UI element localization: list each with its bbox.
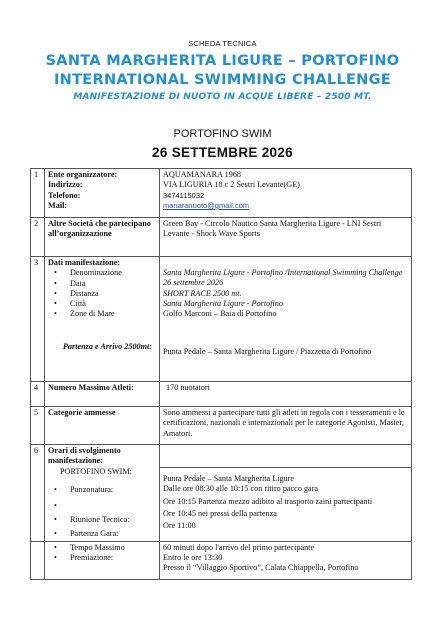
organizer-values — [160, 169, 412, 218]
schedule-sublabel: PORTOFINO SWIM: — [60, 466, 132, 476]
schedule-labels — [45, 445, 160, 542]
event-data-labels — [45, 257, 160, 382]
table-row-event-data — [31, 257, 412, 382]
time-awards-labels — [45, 541, 160, 579]
table-row-max-athletes — [31, 382, 412, 407]
value-start: Punta Pedale – Santa Margherita Ligure / Piazzetta di Portofino — [163, 347, 372, 357]
item-data: • Data — [48, 279, 156, 289]
event-date: 26 SETTEMBRE 2026 — [152, 145, 293, 160]
item-zone: • Zone di Mare — [48, 309, 156, 319]
label-address: Indirizzo: — [48, 180, 83, 190]
table-row-partners — [31, 218, 412, 257]
item-blank — [48, 501, 156, 511]
event-data-values — [160, 257, 412, 382]
item-premiazione: • Premiazione: — [48, 553, 156, 563]
item-riunione: • Riunione Tecnica: — [48, 515, 156, 525]
item-distanza: • Distanza — [48, 289, 156, 299]
time-awards-values — [160, 541, 412, 579]
title-line-2: INTERNATIONAL SWIMMING CHALLENGE — [53, 72, 392, 88]
item-punzonatura: • Punzonatura: — [48, 485, 156, 495]
value-citta: Santa Margherita Ligure - Portofino — [163, 298, 283, 308]
event-name: PORTOFINO SWIM — [173, 128, 272, 140]
item-denominazione: • Denominazione — [48, 268, 156, 278]
spacer — [163, 258, 408, 268]
organizer-name: AQUAMANARA 1968 — [163, 170, 242, 179]
title-line-3: MANIFESTAZIONE DI NUOTO IN ACQUE LIBERE – 2500 MT. — [73, 92, 372, 102]
value-tempo-massimo: 60 minuti dopo l'arrivo del primo partecipante — [163, 542, 315, 552]
value-punzonatura-place: Punta Pedale – Santa Margherita Ligure — [163, 474, 295, 483]
value-partenza: Ore 11:00 — [163, 521, 196, 531]
organizer-address: VIA LIGURIA 18 c 2 Sestri Levante(GE) — [163, 180, 300, 190]
value-zone: Golfo Marconi – Baia di Portofino — [163, 309, 277, 319]
value-data: 26 settembre 2026 — [163, 278, 224, 288]
value-riunione: Ore 10:45 nei pressi della partenza — [163, 508, 277, 518]
row-number — [31, 541, 45, 579]
schedule-heading: Orari di svolgimento manifestazione: — [48, 446, 121, 466]
info-table — [30, 168, 412, 580]
value-denominazione: Santa Margherita Ligure - Portofino /International Swimming Challenge — [163, 268, 403, 277]
label-mail: Mail: — [48, 200, 68, 210]
start-label: Partenza e Arrivo 2500mt: — [62, 341, 152, 351]
organizer-mail-link[interactable]: manaranuoto@gmail.com — [163, 200, 249, 210]
doc-type: SCHEDA TECNICA — [188, 39, 257, 48]
table-row-organizer — [31, 169, 412, 218]
event-data-heading: Dati manifestazione: — [48, 258, 121, 267]
value-distanza: SHORT RACE 2500 mt. — [163, 288, 242, 298]
partners-label: Altre Società che partecipano all’organizzazione — [45, 218, 160, 257]
organizer-labels — [45, 169, 160, 218]
value-punzonatura-time: Dalle ore 08:30 alle 10:15 con ritiro pacco gara — [163, 484, 319, 494]
row-number: 3 — [31, 257, 45, 382]
label-organizer: Ente organizzatore: — [48, 170, 118, 179]
categories-label: Categorie ammesse — [45, 407, 160, 445]
value-transport: Ore 10:15 Partenza mezzo adibito al trasporto zaini partecipanti — [163, 496, 373, 506]
table-row-time-awards — [31, 541, 412, 579]
categories-value: Sono ammessi a partecipare tutti gli atleti in regola con i tesseramenti e le certificazioni, nazionali e internazionali per le categorie Agonisti, Master, Amatori. — [160, 407, 412, 445]
row-number: 2 — [31, 218, 45, 257]
schedule-divider — [160, 445, 411, 468]
table-row-schedule — [31, 445, 412, 542]
partners-value: Green Bay - Circolo Nautico Santa Margherita Ligure - LNI Sestri Levante - Shock Wave Sports — [160, 218, 412, 257]
row-number: 5 — [31, 407, 45, 445]
max-athletes-label: Numero Massimo Atleti: — [45, 382, 160, 407]
item-tempo-massimo: • Tempo Massimo — [48, 543, 156, 553]
organizer-phone: 3474115032 — [163, 190, 205, 200]
max-athletes-text: 170 nuotatori — [166, 383, 210, 392]
title-line-1: SANTA MARGHERITA LIGURE – PORTOFINO — [45, 53, 400, 69]
schedule-values — [160, 445, 412, 542]
row-number: 6 — [31, 445, 45, 542]
item-citta: • Città — [48, 299, 156, 309]
item-partenza: • Partenza Gara: — [48, 529, 156, 539]
value-premiazione-place: Presso il “Villaggio Sportivo”, Calata Chiappella, Portofino — [163, 563, 359, 573]
row-number: 1 — [31, 169, 45, 218]
label-phone: Telefono: — [48, 190, 81, 200]
value-premiazione-time: Entro le ore 13:30 — [163, 553, 223, 563]
max-athletes-value — [160, 382, 412, 407]
table-row-categories — [31, 407, 412, 445]
row-number: 4 — [31, 382, 45, 407]
